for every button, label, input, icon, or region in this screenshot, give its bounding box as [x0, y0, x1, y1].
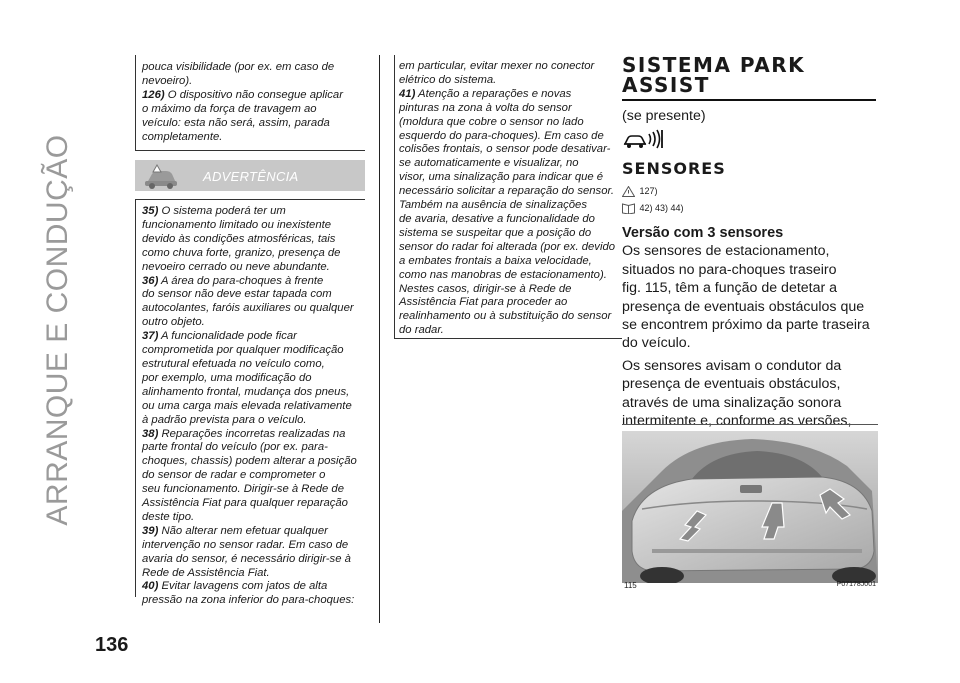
text-line: nevoeiro). [142, 74, 193, 87]
sensors-heading: SENSORES [622, 159, 726, 179]
warning-37 [142, 330, 361, 344]
note-number: 126) [142, 88, 165, 101]
note-number: 35) [142, 205, 159, 217]
text-line: Assistência Fiat para proceder ao [399, 296, 568, 309]
text-line: do sensor de radar e comprometer o [142, 469, 326, 482]
text-line: A funcionalidade pode ficar [158, 330, 297, 343]
text-line: devido às condições atmosféricas, tais [142, 232, 336, 245]
warning-36 [142, 275, 361, 289]
reference-row [622, 182, 878, 199]
text-line: (moldura que cobre o sensor no lado [399, 115, 584, 128]
text-line: choques, chassis) podem alterar a posição [142, 455, 357, 468]
chapter-side-title: ARRANQUE E CONDUÇÃO [41, 134, 74, 526]
text-line: do sensor não deve estar tapada com [142, 288, 332, 301]
text-line: pouca visibilidade (por ex. em caso de [142, 61, 335, 73]
note-number: 40) [142, 580, 159, 593]
note-126 [142, 89, 359, 103]
text-line: funcionamento limitado ou inexistente [142, 218, 332, 231]
text-line: visor, uma sinalização para indicar que é [399, 171, 604, 184]
text-line: fig. 115, têm a função de detetar a [622, 280, 838, 297]
note-number: 36) [142, 274, 159, 287]
text-line: presença de eventuais obstáculos, [622, 376, 841, 393]
title-line: ASSIST [622, 73, 710, 97]
warning-38 [142, 428, 361, 442]
text-line: Os sensores avisam o condutor da [622, 357, 842, 374]
info-box-126 [135, 55, 365, 151]
text-line: elétrico do sistema. [399, 73, 497, 86]
figure-number: 115 [624, 581, 637, 590]
note-number: 38) [142, 427, 159, 440]
warning-39 [142, 525, 361, 539]
column-divider-1 [379, 55, 380, 623]
text-line: situados no para-choques traseiro [622, 261, 837, 278]
note-number: 39) [142, 524, 159, 537]
text-line: intermitente e, conforme as versões, [622, 413, 852, 430]
text-line: presença de eventuais obstáculos que [622, 298, 865, 315]
warning-header [135, 160, 365, 191]
text-line: intervenção no sensor radar. Em caso de [142, 538, 349, 551]
text-line: sensor do radar foi alterada (por ex. devido [399, 240, 616, 253]
text-line: O dispositivo não consegue aplicar [164, 88, 343, 101]
text-line: completamente. [142, 130, 223, 143]
text-line: Os sensores de estacionamento, [622, 243, 830, 260]
book-icon [622, 203, 635, 214]
text-line: de avaria, desative a funcionalidade do [399, 212, 595, 225]
text-line: autocolantes, faróis auxiliares ou qualquer [142, 302, 354, 315]
note-number: 37) [142, 330, 159, 343]
section-title [622, 55, 878, 95]
text-line: alinhamento frontal, mudança dos pneus, [142, 385, 350, 398]
text-line: o máximo da força de travagem ao [142, 102, 317, 115]
text-line: seu funcionamento. Dirigir-se à Rede de [142, 483, 344, 496]
text-line: veículo: esta não será, assim, parada [142, 116, 330, 129]
text-line: estrutural efetuada no veículo como, [142, 357, 325, 370]
text-line: como chuva forte, granizo, presença de [142, 246, 341, 259]
warning-box [135, 199, 365, 607]
version-heading: Versão com 3 sensores [622, 225, 784, 242]
text-line: se encontrem próximo da parte traseira [622, 317, 870, 334]
subtitle: (se presente) [622, 108, 706, 124]
text-line: à padrão prevista para o veículo. [142, 413, 307, 426]
text-line: do radar. [399, 324, 444, 337]
text-line: avaria do sensor, é necessário dirigir-se à [142, 552, 351, 565]
text-line: Evitar lavagens com jatos de alta [158, 580, 328, 593]
park-assist-icon [622, 128, 878, 150]
text-line: Também na ausência de sinalizações [399, 199, 587, 212]
text-line: Assistência Fiat para qualquer reparação [142, 497, 348, 510]
page-number: 136 [95, 634, 129, 656]
text-line: Reparações incorretas realizadas na [158, 427, 346, 440]
text-line: realinhamento ou à substituição do sensor [399, 310, 612, 323]
title-underline [622, 99, 876, 101]
text-line: necessário solicitar a reparação do sensor. [399, 185, 614, 198]
text-line: colisões frontais, o sensor pode desativar- [399, 143, 611, 156]
text-line: esquerdo do para-choques). Em caso de [399, 129, 604, 142]
text-line: outro objeto. [142, 316, 205, 329]
warning-box-continued [394, 55, 622, 339]
car-rear-sensors-illustration [622, 431, 878, 583]
text-line: em particular, evitar mexer no conector [399, 60, 595, 72]
warning-car-icon [143, 163, 179, 189]
note-number: 41) [399, 87, 416, 100]
figure-115 [622, 424, 878, 600]
text-line: Não alterar nem efetuar qualquer [158, 524, 328, 537]
figure-code: P07178J001 [836, 581, 876, 588]
text-line: A área do para-choques à frente [158, 274, 324, 287]
text-line: por exemplo, uma modificação do [142, 371, 312, 384]
text-line: parte frontal do veículo (por ex. para- [142, 441, 328, 454]
text-line: Rede de Assistência Fiat. [142, 566, 270, 579]
text-line: ou uma carga mais elevada relativamente [142, 399, 352, 412]
text-line: como nas manobras de estacionamento). [399, 268, 607, 281]
text-line: se automaticamente e visualizar, no [399, 157, 579, 170]
text-line: através de uma sinalização sonora [622, 394, 842, 411]
text-line: Atenção a reparações e novas [415, 87, 572, 100]
warning-41 [399, 88, 620, 102]
text-line: pressão na zona inferior do para-choques: [142, 594, 355, 607]
warning-40 [142, 580, 361, 594]
reference-row [622, 199, 878, 216]
warning-title: ADVERTÊNCIA [203, 169, 299, 184]
warning-35 [142, 205, 361, 219]
text-line: Nestes casos, dirigir-se à Rede de [399, 282, 572, 295]
text-line: a embates frontais a baixa velocidade, [399, 254, 592, 267]
paragraph-1 [622, 242, 878, 352]
text-line: comprometida por qualquer modificação [142, 344, 344, 357]
ref-127: 127) [639, 186, 658, 197]
main-column [622, 55, 878, 467]
text-line: pinturas na zona à volta do sensor [399, 101, 572, 114]
text-line: sistema se suspeitar que a posição do [399, 226, 592, 239]
ref-group: 42) 43) 44) [639, 203, 684, 214]
title-line: SISTEMA PARK [622, 53, 806, 77]
warning-triangle-icon [622, 186, 635, 197]
text-line: nevoeiro cerrado ou neve abundante. [142, 260, 330, 273]
text-line: deste tipo. [142, 510, 195, 523]
text-line: do veículo. [622, 335, 691, 352]
text-line: O sistema poderá ter um [158, 205, 286, 217]
